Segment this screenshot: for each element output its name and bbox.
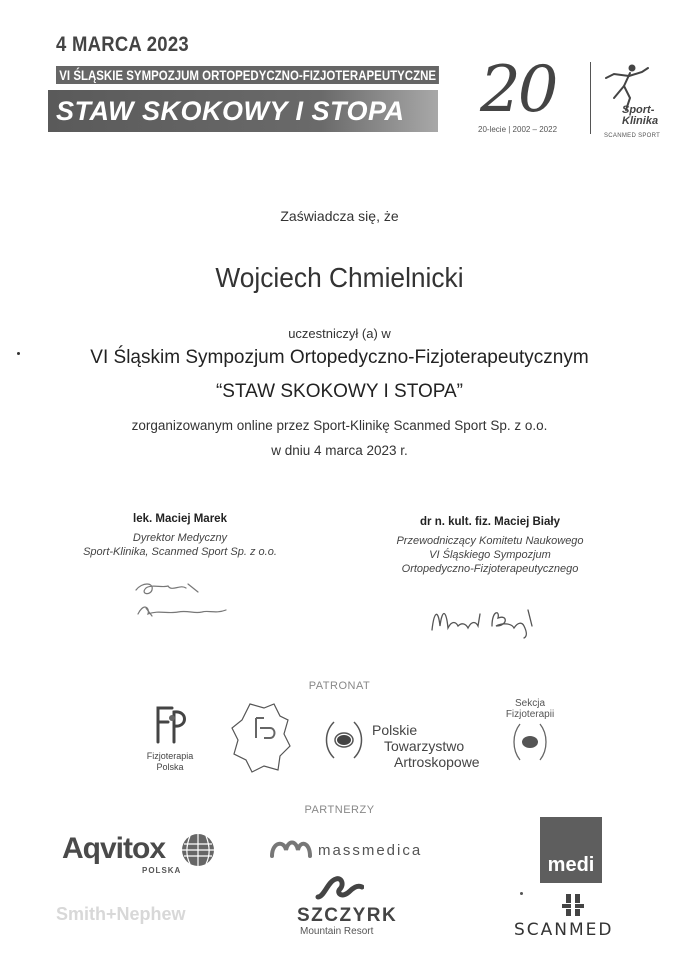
smith-nephew-logo-text: Smith+Nephew	[56, 904, 186, 924]
fizjoterapia-polska-line2: Polska	[156, 762, 184, 772]
szczyrk-mountain-icon	[314, 873, 364, 903]
signatory-role-left-1: Dyrektor Medyczny	[132, 532, 228, 544]
signatory-role-right-2: VI Śląskiego Sympozjum	[429, 549, 551, 561]
fizjoterapia-polska-icon	[148, 702, 192, 746]
fizjoterapia-polska-logo	[140, 702, 200, 782]
patronat-heading: PATRONAT	[308, 680, 371, 692]
certify-text: Zaświadcza się, że	[280, 208, 399, 224]
handwritten-signature-right	[428, 600, 538, 640]
ptart-knee-icon	[320, 718, 368, 762]
sport-klinika-logo-text: Sport-Klinika	[622, 104, 659, 127]
signatory-name-right: dr n. kult. fiz. Maciej Biały	[420, 516, 560, 528]
signature-block-left	[40, 513, 320, 559]
event-name: VI Śląskim Sympozjum Ortopedyczno-Fizjoterapeutycznym	[90, 347, 589, 368]
handwritten-signature-left	[128, 578, 238, 623]
partnerzy-heading: PARTNERZY	[304, 804, 375, 816]
fizjoterapia-polska-line1: Fizjoterapia	[146, 751, 194, 761]
event-title-header: STAW SKOKOWY I STOPA	[56, 96, 405, 126]
massmedica-logo-text: massmedica	[318, 842, 423, 859]
sekcja-line2: Fizjoterapii	[505, 709, 555, 720]
medi-logo-box	[540, 817, 602, 883]
signatory-name-left: lek. Maciej Marek	[133, 513, 227, 525]
scan-dot-2	[520, 892, 523, 895]
event-date-text: w dniu 4 marca 2023 r.	[271, 443, 408, 458]
signatory-role-right-3: Ortopedyczno-Fizjoterapeutycznego	[401, 563, 579, 575]
ptart-line1: Polskie	[372, 722, 418, 738]
signature-block-right	[355, 516, 625, 576]
scanmed-logo-text: SCANMED	[514, 920, 614, 940]
sekcja-line1: Sekcja	[514, 698, 545, 709]
logo-divider	[590, 62, 591, 134]
participant-name: Wojciech Chmielnicki	[215, 262, 464, 293]
sekcja-knee-icon	[510, 720, 550, 764]
organizer-text: zorganizowanym online przez Sport-Klinikę Scanmed Sport Sp. z o.o.	[131, 418, 548, 433]
signatory-role-right-1: Przewodniczący Komitetu Naukowego	[396, 535, 584, 547]
anniversary-number: 20	[480, 53, 556, 127]
anniversary-subtitle: 20-lecie | 2002 – 2022	[478, 125, 558, 134]
ptart-line2: Towarzystwo	[384, 738, 465, 754]
event-title: “STAW SKOKOWY I STOPA”	[215, 381, 464, 402]
aqvitox-globe-icon	[180, 832, 216, 868]
szczyrk-sub-text: Mountain Resort	[300, 926, 374, 937]
scanmed-cross-icon	[562, 894, 584, 916]
massmedica-wave-icon	[268, 836, 314, 862]
sekcja-fizjoterapii-logo	[500, 698, 560, 769]
scanmed-sport-logo-subtext: SCANMED SPORT	[604, 133, 661, 139]
participated-text: uczestniczył (a) w	[288, 326, 391, 341]
medi-logo-text: medi	[547, 854, 595, 876]
ptart-logo-text	[372, 722, 480, 770]
aqvitox-sub-text: POLSKA	[142, 866, 182, 875]
signatory-role-left-2: Sport-Klinika, Scanmed Sport Sp. z o.o.	[83, 546, 277, 558]
event-date-header: 4 MARCA 2023	[56, 33, 189, 56]
szczyrk-logo-text: SZCZYRK	[297, 905, 398, 926]
silesia-map-emblem	[228, 700, 294, 774]
ptart-line3: Artroskopowe	[394, 754, 480, 770]
aqvitox-logo-text: Aqvitox	[62, 832, 166, 865]
symposium-name-header: VI ŚLĄSKIE SYMPOZJUM ORTOPEDYCZNO-FIZJOTERAPEUTYCZNE	[56, 66, 439, 84]
